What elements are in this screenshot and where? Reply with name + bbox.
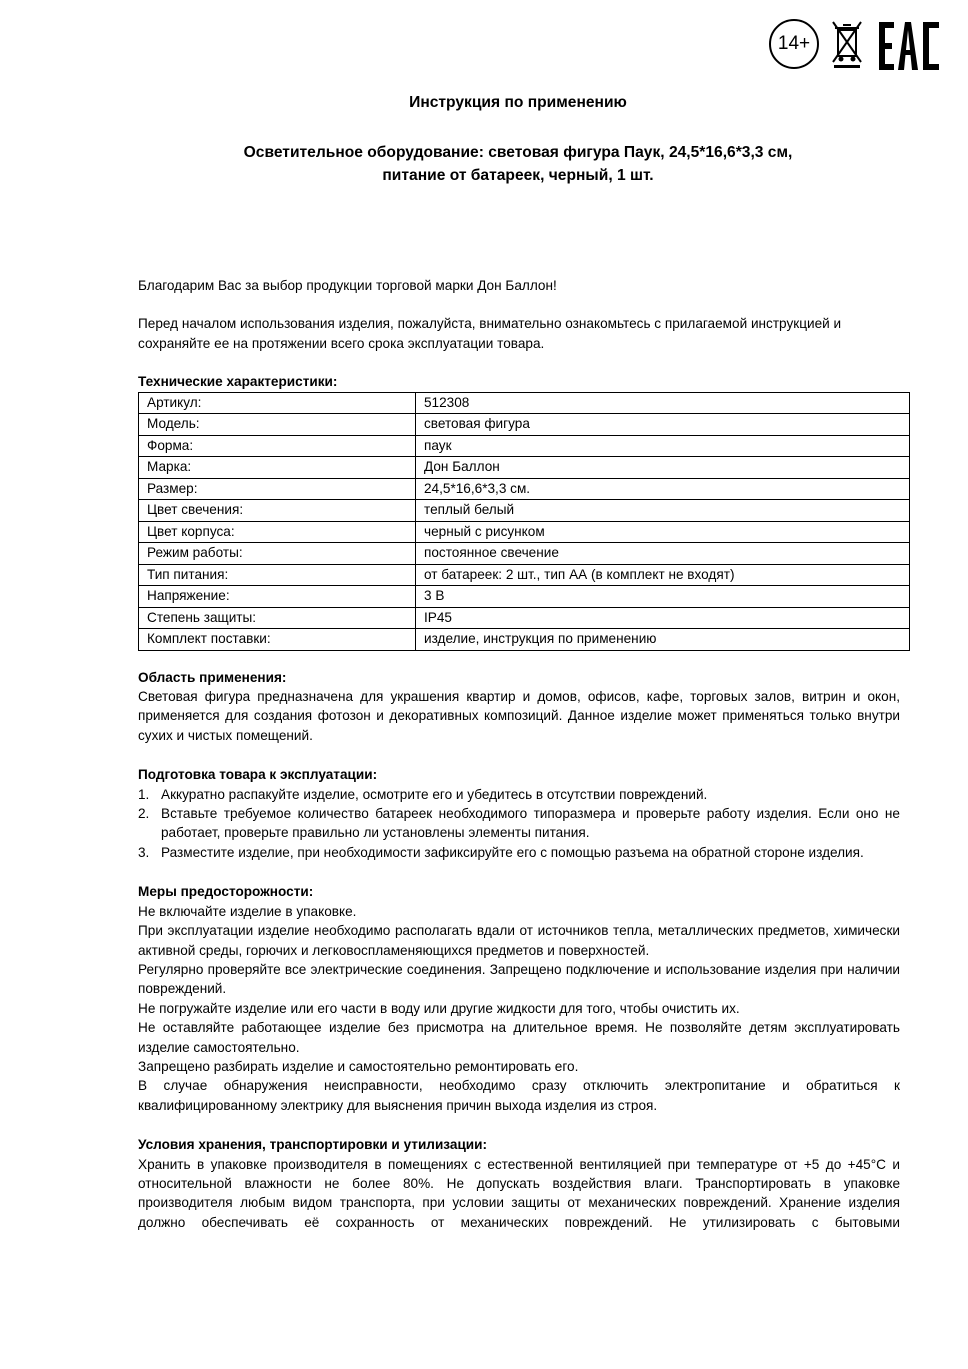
precautions-heading: Меры предосторожности: bbox=[138, 884, 314, 900]
spec-row bbox=[139, 586, 910, 608]
spec-value: 3 В bbox=[416, 586, 910, 608]
spec-key: Комплект поставки: bbox=[139, 629, 416, 651]
scope-text: Световая фигура предназначена для украшения квартир и домов, офисов, кафе, торговых залов, витрин и окон, применяется для создания фотозон и декоративных композиций. Данное изделие может применяться только внутри сухих и чистых помещений. bbox=[138, 689, 900, 743]
spec-key: Цвет свечения: bbox=[139, 500, 416, 522]
precaution-item: При эксплуатации изделие необходимо располагать вдали от источников тепла, металлических предметов, химически активной среды, горючих и легковоспламеняющихся предметов и поверхностей. bbox=[138, 923, 900, 958]
preparation-step bbox=[138, 804, 900, 843]
notice-line: Перед началом использования изделия, пожалуйста, внимательно ознакомьтесь с прилагаемой инструкцией и bbox=[138, 316, 842, 332]
spec-value: паук bbox=[416, 435, 910, 457]
preparation-step bbox=[138, 843, 900, 862]
spec-key: Степень защиты: bbox=[139, 607, 416, 629]
step-number: 1. bbox=[138, 786, 150, 802]
spec-key: Размер: bbox=[139, 478, 416, 500]
spec-row bbox=[139, 435, 910, 457]
storage-text: Хранить в упаковке производителя в помещениях с естественной вентиляцией при температуре от +5 до +45°С и относительной влажности не более 80%. Не допускать воздействия влаги. Транспортировать в упаковке производителя любым видом транспорта, при условии защиты от механических повреждений. Хранение изделия должно обеспечивать её сохранность от механических повреждений. Не утилизировать с бытовыми bbox=[138, 1156, 900, 1230]
spec-value: от батареек: 2 шт., тип АА (в комплект не входят) bbox=[416, 564, 910, 586]
spec-key: Модель: bbox=[139, 414, 416, 436]
document-body bbox=[138, 276, 900, 1232]
precautions-list bbox=[138, 902, 900, 1115]
precaution-item: Запрещено разбирать изделие и самостоятельно ремонтировать его. bbox=[138, 1058, 579, 1074]
product-title-line: питание от батареек, черный, 1 шт. bbox=[382, 167, 654, 184]
spec-value: 512308 bbox=[416, 392, 910, 414]
spec-value: световая фигура bbox=[416, 414, 910, 436]
certification-marks bbox=[766, 16, 946, 74]
notice-line: сохраняйте ее на протяжении всего срока эксплуатации товара. bbox=[138, 335, 545, 351]
step-number: 3. bbox=[138, 844, 150, 860]
precaution-item: Не оставляйте работающее изделие без присмотра на длительное время. Не позволяйте детям эксплуатировать изделие самостоятельно. bbox=[138, 1020, 900, 1055]
preparation-steps bbox=[138, 785, 900, 863]
spec-key: Тип питания: bbox=[139, 564, 416, 586]
precaution-item: Регулярно проверяйте все электрические соединения. Запрещено подключение и использование изделия при наличии повреждений. bbox=[138, 961, 900, 997]
document-title: Инструкция по применению bbox=[409, 94, 627, 111]
spec-value: теплый белый bbox=[416, 500, 910, 522]
spec-row bbox=[139, 607, 910, 629]
spec-value: Дон Баллон bbox=[416, 457, 910, 479]
spec-key: Цвет корпуса: bbox=[139, 521, 416, 543]
spec-key: Режим работы: bbox=[139, 543, 416, 565]
spec-key: Марка: bbox=[139, 457, 416, 479]
spec-row bbox=[139, 457, 910, 479]
preparation-heading: Подготовка товара к эксплуатации: bbox=[138, 767, 378, 783]
spec-row bbox=[139, 414, 910, 436]
spec-key: Напряжение: bbox=[139, 586, 416, 608]
step-text: Разместите изделие, при необходимости зафиксируйте его с помощью разъема на обратной стороне изделия. bbox=[161, 844, 864, 860]
precaution-item: Не погружайте изделие или его части в воду или другие жидкости для того, чтобы очистить их. bbox=[138, 1000, 740, 1016]
precaution-item: В случае обнаружения неисправности, необходимо сразу отключить электропитание и обратиться к квалифицированному электрику для выяснения причин выхода изделия из строя. bbox=[138, 1078, 900, 1113]
step-text: Вставьте требуемое количество батареек необходимого типоразмера и проверьте работу изделия. Если оно не работает, проверьте правильно ли установлены элементы питания. bbox=[161, 806, 900, 841]
age-rating-badge: 14+ bbox=[769, 19, 819, 69]
specs-table bbox=[138, 392, 910, 651]
scope-heading: Область применения: bbox=[138, 669, 287, 685]
spec-value: постоянное свечение bbox=[416, 543, 910, 565]
specs-heading: Технические характеристики: bbox=[138, 374, 338, 390]
preparation-step bbox=[138, 785, 900, 804]
spec-value: IP45 bbox=[416, 607, 910, 629]
step-text: Аккуратно распакуйте изделие, осмотрите его и убедитесь в отсутствии повреждений. bbox=[161, 786, 708, 802]
spec-row bbox=[139, 521, 910, 543]
spec-row bbox=[139, 500, 910, 522]
spec-row bbox=[139, 543, 910, 565]
spec-value: изделие, инструкция по применению bbox=[416, 629, 910, 651]
spec-row bbox=[139, 629, 910, 651]
precaution-item: Не включайте изделие в упаковке. bbox=[138, 903, 357, 919]
thanks-text: Благодарим Вас за выбор продукции торговой марки Дон Баллон! bbox=[138, 278, 557, 293]
storage-heading: Условия хранения, транспортировки и утилизации: bbox=[138, 1137, 488, 1153]
product-title-line: Осветительное оборудование: световая фигура Паук, 24,5*16,6*3,3 см, bbox=[243, 144, 793, 161]
crossed-out-bin-icon bbox=[830, 18, 864, 70]
spec-row bbox=[139, 564, 910, 586]
spec-row bbox=[139, 478, 910, 500]
eac-mark bbox=[878, 20, 942, 72]
step-number: 2. bbox=[138, 806, 150, 822]
spec-value: 24,5*16,6*3,3 см. bbox=[416, 478, 910, 500]
spec-key: Форма: bbox=[139, 435, 416, 457]
product-title bbox=[0, 141, 968, 187]
spec-key: Артикул: bbox=[139, 392, 416, 414]
spec-row bbox=[139, 392, 910, 414]
spec-value: черный с рисунком bbox=[416, 521, 910, 543]
